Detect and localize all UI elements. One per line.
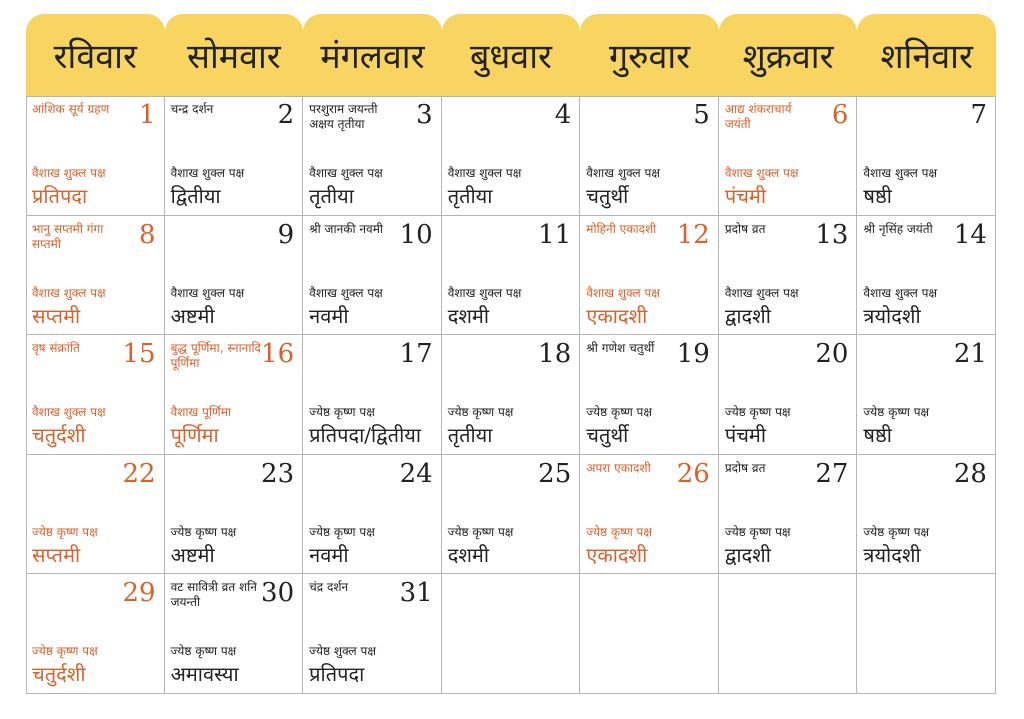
- day-paksha: ज्येष्ठ कृष्ण पक्ष: [32, 644, 98, 659]
- weekday-header-sunday: रविवार: [26, 14, 165, 96]
- day-tithi: द्वादशी: [724, 303, 771, 328]
- day-note: भानु सप्तमी गंगा सप्तमी: [32, 221, 104, 251]
- day-paksha: वैशाख शुक्ल पक्ष: [724, 166, 799, 180]
- day-cell: [719, 455, 858, 575]
- day-number: 13: [815, 219, 849, 250]
- day-cell: [26, 574, 165, 694]
- day-paksha: ज्येष्ठ कृष्ण पक्ष: [170, 524, 237, 539]
- day-tithi: दशमी: [447, 303, 490, 328]
- day-tithi: त्रयोदशी: [863, 542, 921, 567]
- day-paksha: वैशाख शुक्ल पक्ष: [32, 405, 106, 420]
- calendar: [26, 14, 996, 694]
- day-tithi: तृतीया: [447, 423, 493, 448]
- day-number: 28: [953, 458, 987, 489]
- day-cell: [719, 216, 858, 336]
- day-tithi: पंचमी: [724, 184, 767, 208]
- weekday-header-thursday: गुरुवार: [580, 14, 719, 96]
- day-number: 16: [261, 339, 295, 370]
- weekday-header-friday: शुक्रवार: [719, 14, 858, 96]
- day-number: 4: [554, 100, 572, 130]
- day-cell: [580, 96, 719, 216]
- day-cell: [857, 96, 996, 216]
- day-paksha: ज्येष्ठ कृष्ण पक्ष: [447, 405, 514, 420]
- day-tithi: दशमी: [447, 542, 490, 567]
- day-cell: [303, 96, 442, 216]
- day-paksha: वैशाख शुक्ल पक्ष: [309, 285, 383, 300]
- day-paksha: वैशाख शुक्ल पक्ष: [724, 285, 799, 300]
- day-tithi: प्रतिपदा/द्वितीया: [309, 423, 422, 448]
- weekday-header-monday: सोमवार: [165, 14, 304, 96]
- day-paksha: वैशाख शुक्ल पक्ष: [170, 166, 245, 180]
- day-number: 25: [538, 458, 572, 489]
- day-cell: [442, 216, 581, 336]
- day-number: 21: [953, 339, 987, 370]
- weekday-header-saturday: शनिवार: [857, 14, 996, 96]
- day-note: वृष संक्रांति: [32, 341, 80, 356]
- day-number: 14: [953, 219, 987, 250]
- day-cell: [857, 335, 996, 455]
- day-tithi: अमावस्या: [170, 662, 239, 687]
- day-number: 31: [399, 578, 433, 609]
- day-paksha: वैशाख शुक्ल पक्ष: [309, 166, 383, 180]
- day-paksha: ज्येष्ठ कृष्ण पक्ष: [724, 405, 791, 420]
- day-tithi: सप्तमी: [32, 542, 81, 567]
- weekday-header-tuesday: मंगलवार: [303, 14, 442, 96]
- day-cell: [303, 216, 442, 336]
- day-note: वट सावित्री व्रत शनि जयन्ती: [170, 580, 257, 610]
- day-paksha: ज्येष्ठ कृष्ण पक्ष: [170, 644, 237, 659]
- day-number: 7: [970, 100, 987, 130]
- day-tithi: चतुर्थी: [586, 423, 629, 448]
- day-tithi: चतुर्दशी: [32, 423, 86, 448]
- day-note: परशुराम जयन्ती अक्षय तृतीया: [309, 102, 378, 131]
- day-cell: [26, 455, 165, 575]
- day-paksha: ज्येष्ठ कृष्ण पक्ष: [863, 405, 930, 420]
- day-cell: [165, 335, 304, 455]
- day-cell: [165, 455, 304, 575]
- day-paksha: वैशाख शुक्ल पक्ष: [447, 166, 522, 180]
- day-cell: [580, 216, 719, 336]
- day-number: 23: [261, 458, 295, 489]
- day-paksha: ज्येष्ठ कृष्ण पक्ष: [447, 524, 514, 539]
- day-note: आंशिक सूर्य ग्रहण: [32, 102, 110, 116]
- day-cell: [303, 335, 442, 455]
- day-tithi: षष्ठी: [863, 184, 892, 208]
- day-cell: [26, 335, 165, 455]
- day-cell: [165, 96, 304, 216]
- day-paksha: ज्येष्ठ कृष्ण पक्ष: [863, 524, 930, 539]
- day-number: 19: [676, 339, 710, 370]
- day-cell: [442, 455, 581, 575]
- empty-day-cell: [719, 574, 858, 694]
- day-number: 30: [261, 578, 295, 609]
- day-number: 11: [538, 219, 572, 250]
- day-number: 17: [399, 339, 433, 370]
- day-cell: [580, 335, 719, 455]
- day-paksha: ज्येष्ठ कृष्ण पक्ष: [309, 524, 375, 539]
- day-cell: [719, 335, 858, 455]
- day-tithi: एकादशी: [586, 303, 648, 328]
- day-note: प्रदोष व्रत: [724, 221, 766, 236]
- day-paksha: वैशाख शुक्ल पक्ष: [170, 285, 245, 300]
- day-number: 5: [693, 100, 710, 130]
- day-number: 29: [122, 578, 156, 609]
- day-number: 2: [277, 100, 295, 130]
- day-cell: [857, 216, 996, 336]
- day-paksha: वैशाख शुक्ल पक्ष: [863, 285, 938, 300]
- day-tithi: चतुर्दशी: [32, 662, 86, 687]
- empty-day-cell: [580, 574, 719, 694]
- day-tithi: अष्टमी: [170, 303, 215, 328]
- day-tithi: नवमी: [309, 303, 349, 328]
- calendar-grid: [26, 96, 996, 694]
- weekday-header-row: [26, 14, 996, 96]
- weekday-header-wednesday: बुधवार: [442, 14, 581, 96]
- day-number: 15: [122, 339, 156, 370]
- day-tithi: अष्टमी: [170, 542, 215, 567]
- day-paksha: वैशाख शुक्ल पक्ष: [586, 166, 660, 180]
- day-paksha: ज्येष्ठ कृष्ण पक्ष: [724, 524, 791, 539]
- day-cell: [165, 216, 304, 336]
- day-number: 20: [815, 339, 849, 370]
- day-number: 27: [815, 458, 849, 489]
- day-number: 3: [416, 100, 433, 130]
- day-paksha: वैशाख शुक्ल पक्ष: [863, 166, 938, 180]
- day-note: चन्द्र दर्शन: [170, 102, 214, 116]
- day-cell: [719, 96, 858, 216]
- day-tithi: तृतीया: [309, 184, 354, 208]
- day-tithi: पंचमी: [724, 423, 767, 448]
- day-paksha: ज्येष्ठ कृष्ण पक्ष: [309, 405, 375, 420]
- day-note: श्री नृसिंह जयंती: [863, 221, 933, 236]
- day-tithi: प्रतिपदा: [309, 662, 365, 687]
- day-note: मोहिनी एकादशी: [586, 221, 657, 236]
- day-number: 18: [538, 339, 572, 370]
- day-tithi: सप्तमी: [32, 303, 81, 328]
- day-paksha: ज्येष्ठ शुक्ल पक्ष: [309, 644, 376, 659]
- day-tithi: षष्ठी: [863, 423, 892, 448]
- day-note: बुद्ध पूर्णिमा, स्नानादि पूर्णिमा: [170, 341, 261, 371]
- day-note: आद्य शंकराचार्य जयंती: [724, 102, 792, 131]
- day-cell: [303, 574, 442, 694]
- day-cell: [442, 335, 581, 455]
- day-tithi: द्वितीया: [170, 184, 221, 208]
- day-note: अपरा एकादशी: [586, 460, 651, 475]
- day-tithi: तृतीया: [447, 184, 493, 208]
- day-number: 12: [676, 219, 710, 250]
- day-cell: [580, 455, 719, 575]
- day-tithi: एकादशी: [586, 542, 648, 567]
- day-number: 6: [831, 100, 849, 130]
- empty-day-cell: [857, 574, 996, 694]
- day-tithi: नवमी: [309, 542, 349, 567]
- day-tithi: त्रयोदशी: [863, 303, 921, 328]
- day-tithi: द्वादशी: [724, 542, 771, 567]
- day-cell: [303, 455, 442, 575]
- day-tithi: पूर्णिमा: [170, 423, 219, 448]
- day-tithi: प्रतिपदा: [32, 184, 88, 208]
- day-cell: [857, 455, 996, 575]
- day-number: 10: [399, 219, 433, 250]
- day-paksha: ज्येष्ठ कृष्ण पक्ष: [32, 524, 98, 539]
- day-number: 9: [277, 219, 295, 250]
- day-cell: [165, 574, 304, 694]
- day-tithi: चतुर्थी: [586, 184, 629, 208]
- day-paksha: वैशाख पूर्णिमा: [170, 405, 232, 420]
- day-paksha: ज्येष्ठ कृष्ण पक्ष: [586, 524, 652, 539]
- day-paksha: ज्येष्ठ कृष्ण पक्ष: [586, 405, 652, 420]
- day-cell: [26, 216, 165, 336]
- day-paksha: वैशाख शुक्ल पक्ष: [447, 285, 522, 300]
- day-note: प्रदोष व्रत: [724, 460, 766, 475]
- empty-day-cell: [442, 574, 581, 694]
- day-paksha: वैशाख शुक्ल पक्ष: [586, 285, 660, 300]
- day-note: चंद्र दर्शन: [309, 580, 349, 595]
- day-note: श्री गणेश चतुर्थी: [586, 341, 655, 356]
- day-paksha: वैशाख शुक्ल पक्ष: [32, 285, 106, 300]
- day-number: 26: [676, 458, 710, 489]
- day-cell: [26, 96, 165, 216]
- day-paksha: वैशाख शुक्ल पक्ष: [32, 166, 106, 180]
- day-number: 22: [122, 458, 156, 489]
- day-note: श्री जानकी नवमी: [309, 221, 383, 236]
- day-number: 1: [139, 100, 156, 130]
- day-number: 8: [139, 219, 156, 250]
- day-cell: [442, 96, 581, 216]
- day-number: 24: [399, 458, 433, 489]
